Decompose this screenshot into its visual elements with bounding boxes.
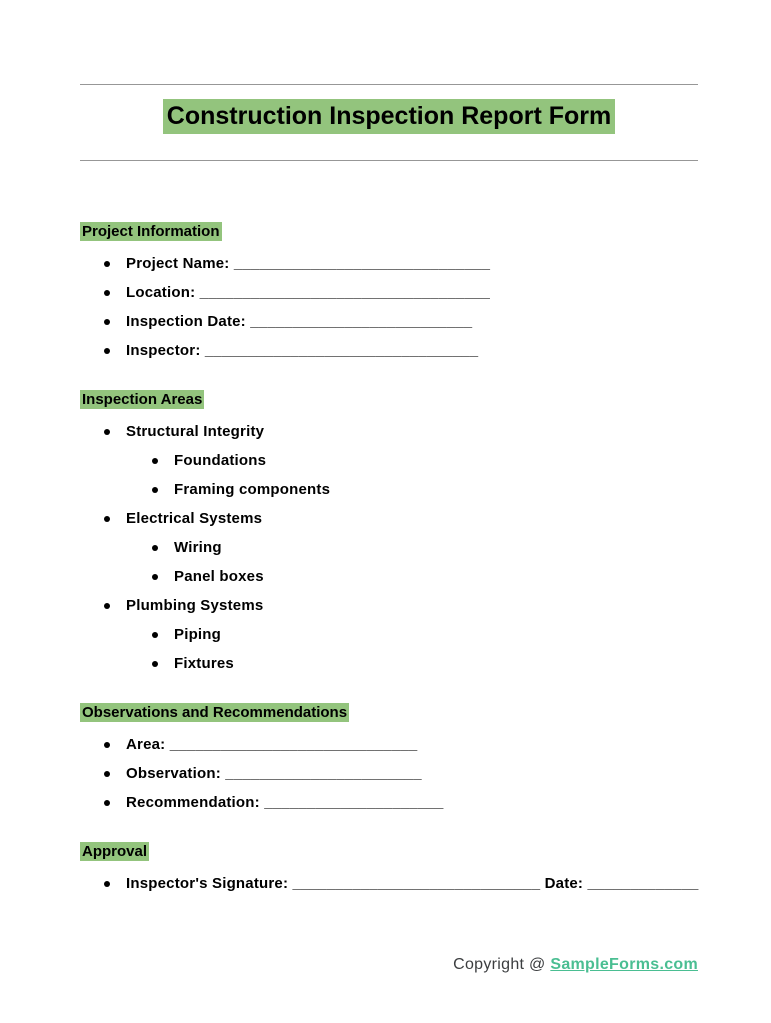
bullet-icon (104, 319, 110, 325)
list-item (80, 533, 698, 562)
section-heading-project-information (80, 222, 698, 241)
field-inspector-signature-date: Inspector's Signature: _____________________________ Date: _____________ (126, 875, 699, 892)
field-inspector: Inspector: ________________________________ (126, 342, 479, 359)
list-item (80, 562, 698, 591)
bullet-icon (104, 516, 110, 522)
field-location: Location: __________________________________ (126, 284, 491, 301)
item-panel-boxes: Panel boxes (174, 568, 264, 585)
list-item (80, 504, 698, 533)
list-item (80, 249, 698, 278)
approval-list (80, 869, 698, 898)
bullet-icon (104, 800, 110, 806)
bullet-icon (152, 487, 158, 493)
bullet-icon (104, 429, 110, 435)
item-piping: Piping (174, 626, 222, 643)
bullet-icon (152, 545, 158, 551)
item-electrical-systems: Electrical Systems (126, 510, 263, 527)
item-foundations: Foundations (174, 452, 267, 469)
section-heading-observations-recommendations (80, 703, 698, 722)
list-item (80, 307, 698, 336)
project-information-list (80, 249, 698, 365)
bullet-icon (104, 348, 110, 354)
section-heading-label: Observations and Recommendations (82, 704, 348, 721)
section-heading-label: Inspection Areas (82, 391, 203, 408)
bullet-icon (152, 574, 158, 580)
bullet-icon (104, 261, 110, 267)
bullet-icon (104, 290, 110, 296)
list-item (80, 788, 698, 817)
inspection-areas-list (80, 417, 698, 678)
footer-copyright (80, 956, 698, 974)
section-heading-approval (80, 842, 698, 861)
observations-list (80, 730, 698, 817)
list-item (80, 649, 698, 678)
list-item (80, 591, 698, 620)
bullet-icon (104, 742, 110, 748)
bullet-icon (104, 881, 110, 887)
document-page (0, 84, 771, 1023)
footer-link-sampleforms[interactable]: SampleForms.com (550, 956, 698, 973)
list-item (80, 759, 698, 788)
list-item (80, 730, 698, 759)
list-item (80, 620, 698, 649)
list-item (80, 475, 698, 504)
bullet-icon (152, 632, 158, 638)
bullet-icon (152, 661, 158, 667)
list-item (80, 278, 698, 307)
item-wiring: Wiring (174, 539, 222, 556)
item-structural-integrity: Structural Integrity (126, 423, 265, 440)
document-content (80, 84, 698, 974)
footer-copyright-prefix: Copyright @ (453, 956, 551, 973)
section-heading-label: Project Information (82, 223, 220, 240)
list-item (80, 336, 698, 365)
item-plumbing-systems: Plumbing Systems (126, 597, 264, 614)
item-fixtures: Fixtures (174, 655, 234, 672)
field-project-name: Project Name: ______________________________ (126, 255, 491, 272)
section-heading-inspection-areas (80, 390, 698, 409)
title-block (80, 85, 698, 160)
section-heading-label: Approval (82, 843, 148, 860)
item-framing-components: Framing components (174, 481, 331, 498)
divider-line-under-title (80, 160, 698, 161)
bullet-icon (104, 603, 110, 609)
bullet-icon (152, 458, 158, 464)
field-observation: Observation: _______________________ (126, 765, 422, 782)
page-title: Construction Inspection Report Form (163, 99, 615, 134)
list-item (80, 446, 698, 475)
list-item (80, 869, 698, 898)
bullet-icon (104, 771, 110, 777)
field-area: Area: _____________________________ (126, 736, 418, 753)
field-recommendation: Recommendation: _____________________ (126, 794, 444, 811)
list-item (80, 417, 698, 446)
field-inspection-date: Inspection Date: __________________________ (126, 313, 473, 330)
